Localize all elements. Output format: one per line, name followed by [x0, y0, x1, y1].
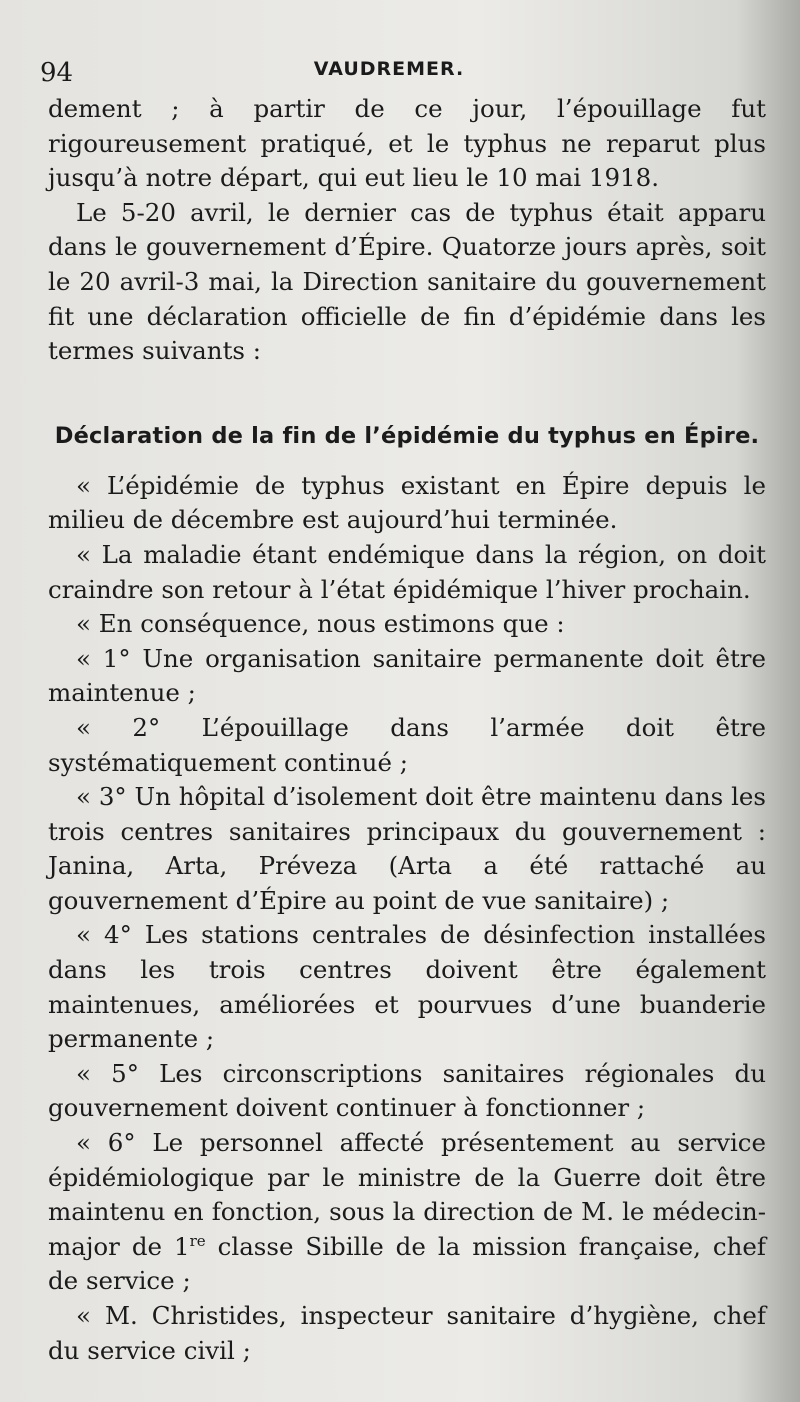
ordinal-superscript: re — [189, 1231, 206, 1250]
page-number: 94 — [40, 58, 74, 88]
paragraph: Le 5-20 avril, le dernier cas de typhus était apparu dans le gouvernement d’Épire. Quatorze jours après, soit le 20 avril-3 mai, la Direction sanitaire du gouvernement fit une déclaration officielle de fin d’épidémie dans les termes suivants : — [48, 197, 766, 366]
running-head — [40, 52, 766, 92]
section-heading: Déclaration de la fin de l’épidémie du typhus en Épire. — [54, 422, 760, 449]
quote-item-6-text-end: classe Sibille de la mission française, chef de service ; — [48, 1231, 767, 1296]
paragraph-continuation: dement ; à partir de ce jour, l’épouillage fut rigoureusement pratiqué, et le typhus ne reparut plus jusqu’à notre départ, qui eut lieu le 10 mai 1918. — [48, 94, 766, 193]
quote-paragraph: « L’épidémie de typhus existant en Épire depuis le milieu de décembre est aujourd’hui terminée. — [48, 470, 766, 535]
quote-item-3: « 3° Un hôpital d’isolement doit être maintenu dans les trois centres sanitaires principaux du gouvernement : Janina, Arta, Préveza (Arta a été rattaché au gouvernement d’Épire au point de vue sanitaire) ; — [48, 782, 766, 915]
quote-paragraph: « La maladie étant endémique dans la région, on doit craindre son retour à l’état épidémique l’hiver prochain. — [48, 539, 766, 604]
quote-item-2: « 2° L’épouillage dans l’armée doit être systématiquement continué ; — [48, 712, 766, 777]
quote-item-6 — [48, 1126, 766, 1299]
quote-paragraph-last: « M. Christides, inspecteur sanitaire d’hygiène, chef du service civil ; — [48, 1301, 766, 1365]
quote-item-5: « 5° Les circonscriptions sanitaires régionales du gouvernement doivent continuer à fonctionner ; — [48, 1058, 766, 1123]
quote-item-1: « 1° Une organisation sanitaire permanente doit être maintenue ; — [48, 643, 766, 708]
quote-item-4: « 4° Les stations centrales de désinfection installées dans les trois centres doivent être également maintenues, améliorées et pourvues d’une buanderie permanente ; — [48, 920, 766, 1054]
body-text — [48, 92, 766, 1368]
running-title: VAUDREMER. — [313, 58, 465, 80]
quote-paragraph: « En conséquence, nous estimons que : — [76, 609, 565, 639]
quote-item-6-text: « 6° Le personnel affecté présentement au service épidémiologique par le ministre de la Guerre doit être maintenu en fonction, sous la direction de M. le médecin-major de 1 — [48, 1128, 766, 1261]
